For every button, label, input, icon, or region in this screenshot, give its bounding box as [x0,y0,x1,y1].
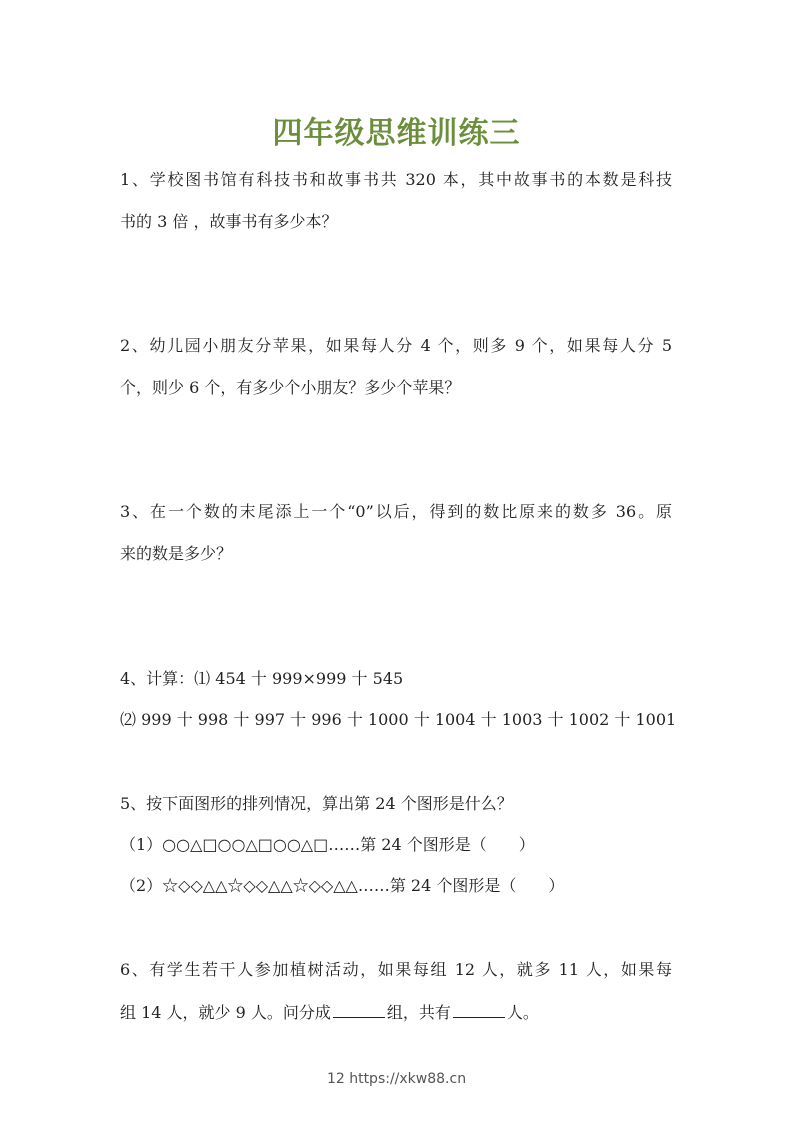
question-4-line-1: 4、计算：⑴ 454 十 999×999 十 545 [120,669,404,688]
question-3-line-2: 来的数是多少？ [120,544,233,563]
question-5-line-3: （2）☆◇◇△△☆◇◇△△☆◇◇△△……第 24 个图形是（ ） [120,876,565,895]
question-3-line-1: 3、在一个数的末尾添上一个“0”以后，得到的数比原来的数多 36。原 [120,502,672,521]
answer-blank-people[interactable] [453,999,505,1018]
page-footer: 12 https://xkw88.cn [326,1071,467,1087]
question-1-line-1: 1、学校图书馆有科技书和故事书共 320 本，其中故事书的本数是科技 [120,170,672,189]
question-6-text-b: 组，共有 [386,1003,451,1022]
question-1-line-2: 书的 3 倍 ，故事书有多少本？ [120,212,338,231]
question-5-line-2: （1）○○△□○○△□○○△□……第 24 个图形是（ ） [120,835,535,854]
question-6-text-a: 组 14 人，就少 9 人。问分成 [120,1003,331,1022]
question-2-line-1: 2、幼儿园小朋友分苹果，如果每人分 4 个，则多 9 个，如果每人分 5 [120,336,672,355]
question-5-line-1: 5、按下面图形的排列情况，算出第 24 个图形是什么？ [120,794,513,813]
question-6-line-2 [120,999,539,1025]
question-2-line-2: 个，则少 6 个，有多少个小朋友？多少个苹果？ [120,378,461,397]
answer-blank-groups[interactable] [333,999,385,1018]
question-4-line-2: ⑵ 999 十 998 十 997 十 996 十 1000 十 1004 十 1003 十 1002 十 1001 [120,710,677,729]
page-title: 四年级思维训练三 [272,116,521,151]
question-6-text-c: 人。 [506,1003,539,1022]
question-6-line-1: 6、有学生若干人参加植树活动，如果每组 12 人，就多 11 人，如果每 [120,960,672,979]
